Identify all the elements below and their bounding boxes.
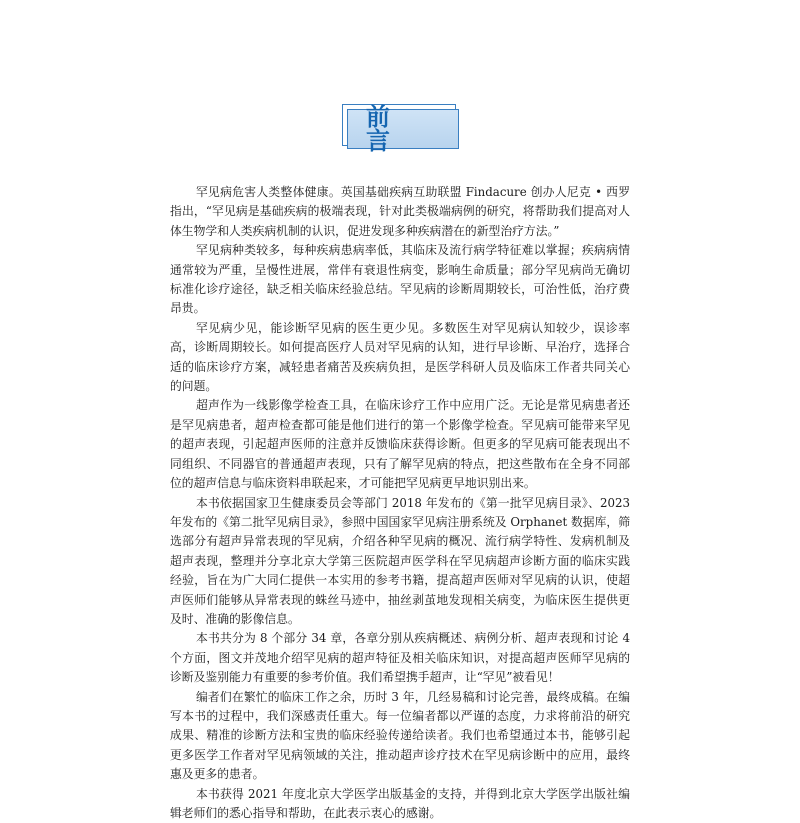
preface-body <box>170 183 630 823</box>
paragraph: 本书获得 2021 年度北京大学医学出版基金的支持，并得到北京大学医学出版社编辑老师们的悉心指导和帮助，在此表示衷心的感谢。 <box>170 786 630 820</box>
paragraph: 罕见病少见，能诊断罕见病的医生更少见。多数医生对罕见病认知较少，误诊率高，诊断周期较长。如何提高医疗人员对罕见病的认知，进行早诊断、早治疗，选择合适的临床诊疗方案，减轻患者痛苦及疾病负担，是医学科研人员及临床工作者共同关心的问题。 <box>170 320 630 394</box>
paragraph: 本书共分为 8 个部分 34 章，各章分别从疾病概述、病例分析、超声表现和讨论 4 个方面，图文并茂地介绍罕见病的超声特征及相关临床知识，对提高超声医师罕见病的诊断及鉴别能力有重要的参考价值。我们希望携手超声，让“罕见”被看见！ <box>170 631 630 685</box>
paragraph: 超声作为一线影像学检查工具，在临床诊疗工作中应用广泛。无论是常见病患者还是罕见病患者，超声检查都可能是他们进行的第一个影像学检查。罕见病可能带来罕见的超声表现，引起超声医师的注意并反馈临床获得诊断。但更多的罕见病可能表现出不同组织、不同器官的普通超声表现，只有了解罕见病的特点，把这些散布在全身不同部位的超声信息与临床资料串联起来，才可能把罕见病更早地识别出来。 <box>170 398 630 491</box>
paragraph: 罕见病危害人类整体健康。英国基础疾病互助联盟 Findacure 创办人尼克 • 西罗指出，“罕见病是基础疾病的极端表现，针对此类极端病例的研究，将帮助我们提高对人体生物学和人类疾病机制的认识，促进发现多种疾病潜在的新型治疗方法。” <box>170 185 630 238</box>
title-banner <box>342 103 460 155</box>
page-title: 前 言 <box>366 103 408 155</box>
paragraph: 罕见病种类较多，每种疾病患病率低，其临床及流行病学特征难以掌握；疾病病情通常较为严重，呈慢性进展，常伴有衰退性病变，影响生命质量；部分罕见病尚无确切标准化诊疗途径，缺乏相关临床经验总结。罕见病的诊断周期较长，可治性低，治疗费昂贵。 <box>170 243 630 316</box>
paragraph: 编者们在繁忙的临床工作之余，历时 3 年，几经易稿和讨论完善，最终成稿。在编写本书的过程中，我们深感责任重大。每一位编者都以严谨的态度，力求将前沿的研究成果、精准的诊断方法和宝贵的临床经验传递给读者。我们也希望通过本书，能够引起更多医学工作者对罕见病领域的关注，推动超声诊疗技术在罕见病诊断中的应用，最终惠及更多的患者。 <box>170 689 630 782</box>
title-frame-front <box>347 103 459 155</box>
paragraph: 本书依据国家卫生健康委员会等部门 2018 年发布的《第一批罕见病目录》、2023 年发布的《第二批罕见病目录》，参照中国国家罕见病注册系统及 Orphanet 数据库，筛选部分有超声异常表现的罕见病，介绍各种罕见病的概况、流行病学特性、发病机制及超声表现，整理并分享北京大学第三医院超声医学科在罕见病超声诊断方面的临床实践经验，旨在为广大同仁提供一本实用的参考书籍，提高超声医师对罕见病的认识，使超声医师们能够从异常表现的蛛丝马迹中，抽丝剥茧地发现相关病变，为临床医生提供更及时、准确的影像信息。 <box>170 495 630 626</box>
